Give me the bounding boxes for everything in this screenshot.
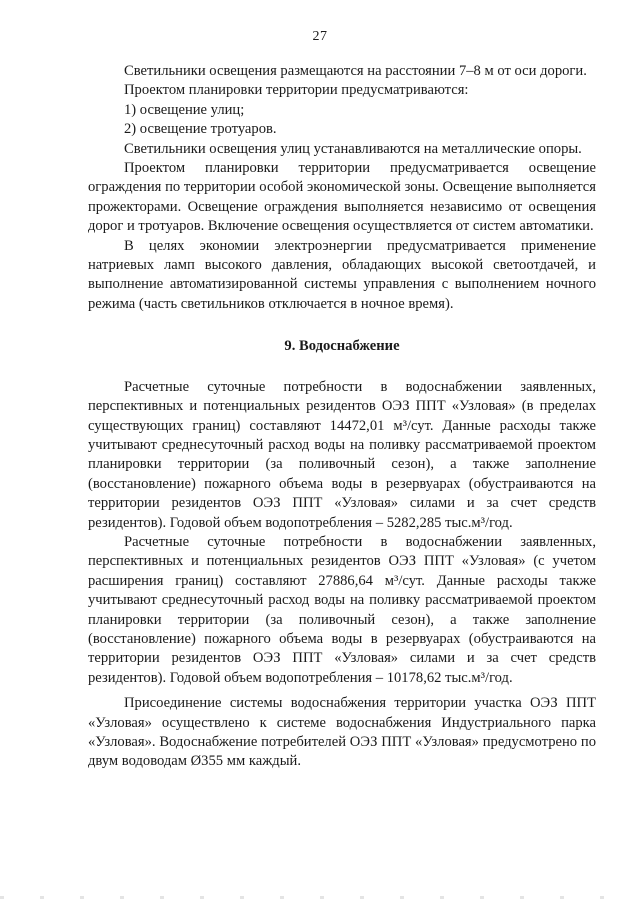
paragraph: Проектом планировки территории предусматривается освещение ограждения по территории особой экономической зоны. Освещение выполняется прожекторами. Освещение ограждения выполняется независимо от освещения дорог и тротуаров. Включение освещения осуществляется от систем автоматики. — [88, 160, 596, 235]
paragraph: Светильники освещения размещаются на расстоянии 7–8 м от оси дороги. — [124, 63, 587, 79]
scan-artifact — [0, 896, 640, 899]
list-item: 2) освещение тротуаров. — [124, 121, 277, 138]
page-number: 27 — [312, 29, 328, 44]
paragraph: Проектом планировки территории предусматриваются: — [124, 82, 469, 99]
list-item: 1) освещение улиц; — [124, 101, 245, 118]
paragraph: Расчетные суточные потребности в водоснабжении заявленных, перспективных и потенциальных резидентов ОЭЗ ППТ «Узловая» (с учетом расширения границ) составляют 27886,64 м³/сут. Данные расходы также учитывают среднесуточный расход воды на поливку рассматриваемой проектом планировки территории (за поливочный сезон), а также заполнение (восстановление) пожарного объема воды в резервуарах (обустраиваются на территории резидентов ОЭЗ ППТ «Узловая» силами и за счет средств резидентов). Годовой объем водопотребления – 10178,62 тыс.м³/год. — [88, 533, 596, 686]
section-heading: 9. Водоснабжение — [284, 338, 400, 355]
paragraph: Присоединение системы водоснабжения территории участка ОЭЗ ППТ «Узловая» осуществлено к системе водоснабжения Индустриального парка «Узловая». Водоснабжение потребителей ОЭЗ ППТ «Узловая» предусмотрено по двум водоводам Ø355 мм каждый. — [88, 695, 596, 770]
paragraph: Светильники освещения улиц устанавливаются на металлические опоры. — [124, 140, 582, 157]
document-body — [88, 62, 596, 772]
paragraph: Расчетные суточные потребности в водоснабжении заявленных, перспективных и потенциальных резидентов ОЭЗ ППТ «Узловая» (в пределах существующих границ) составляют 14472,01 м³/сут. Данные расходы также учитывают среднесуточный расход воды на поливку рассматриваемой проектом планировки территории (за поливочный сезон), а также заполнение (восстановление) пожарного объема воды в резервуарах (обустраиваются на территории резидентов ОЭЗ ППТ «Узловая» силами и за счет средств резидентов). Годовой объем водопотребления – 5282,285 тыс.м³/год. — [88, 378, 596, 531]
paragraph: В целях экономии электроэнергии предусматривается применение натриевых ламп высокого давления, обладающих высокой светоотдачей, и выполнение автоматизированной системы управления с выполнением ночного режима (часть светильников отключается в ночное время). — [88, 237, 596, 312]
